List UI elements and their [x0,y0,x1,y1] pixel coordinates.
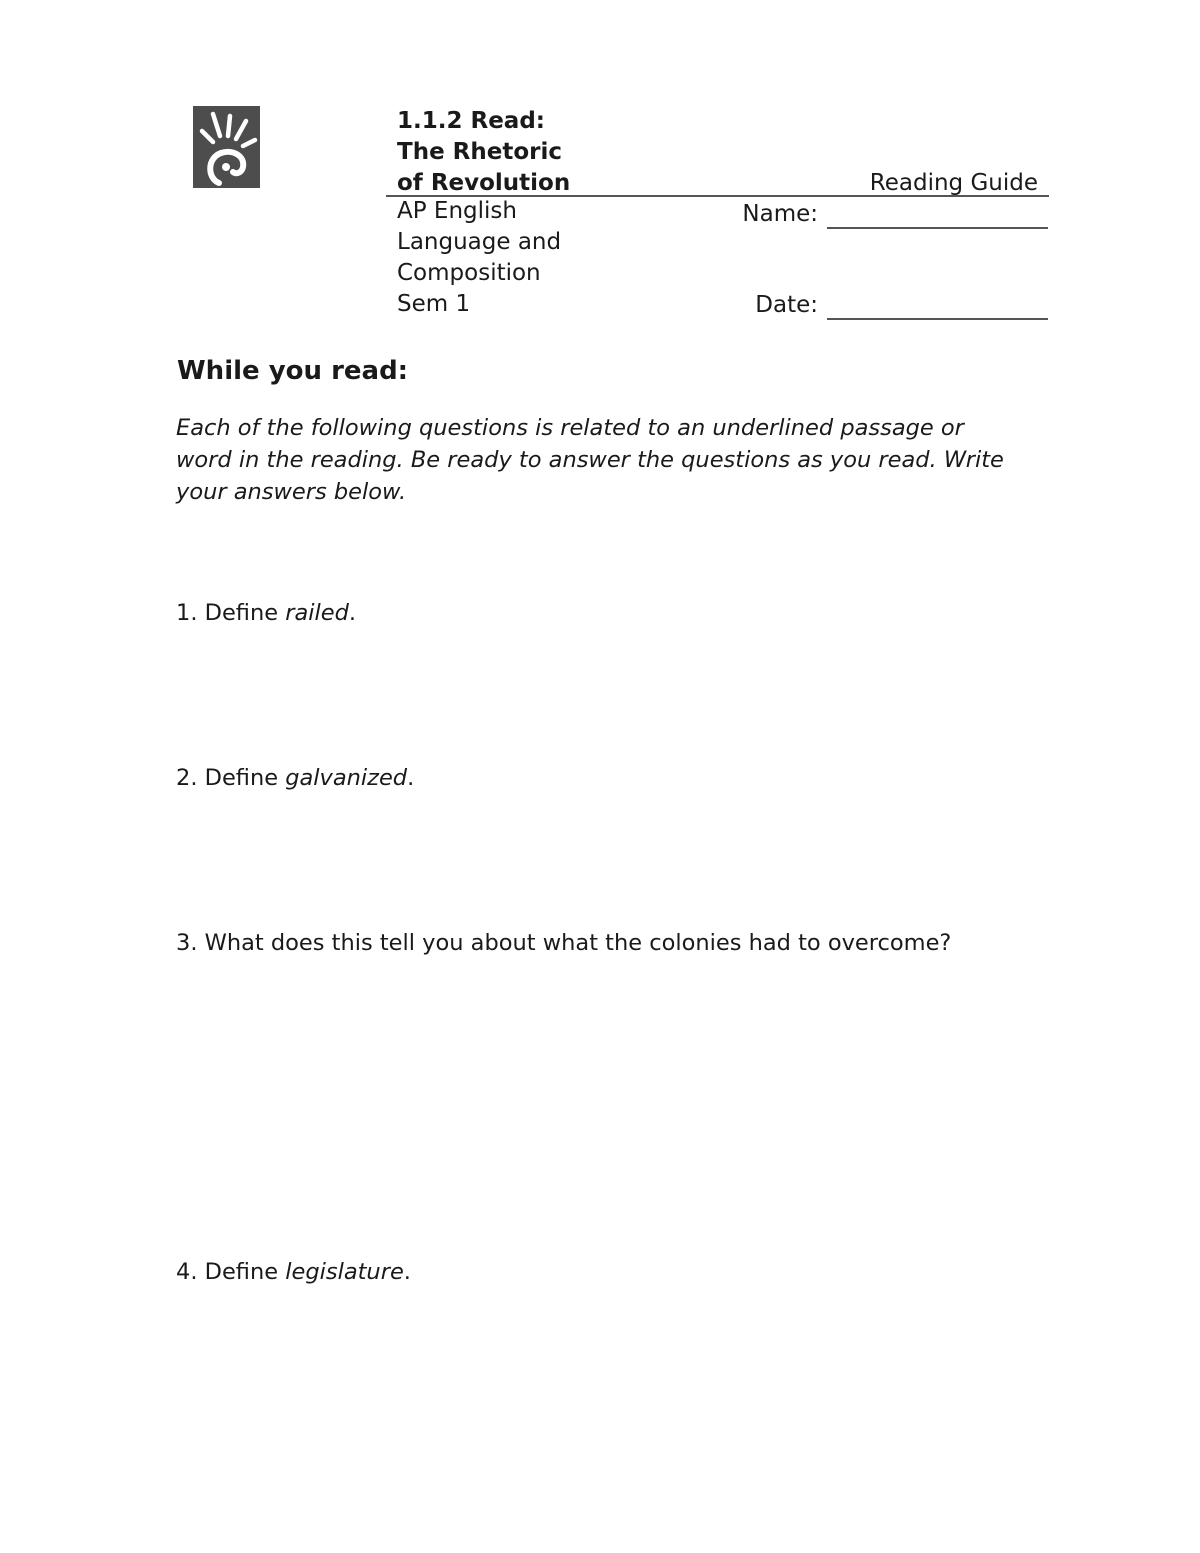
question-3-prefix: 3. What does this tell you about what the colonies had to overcome? [176,930,952,956]
instruction-line-3: your answers below. [176,479,407,505]
title-line-1: 1.1.2 Read: [397,108,545,134]
question-1-term: railed [285,600,349,626]
instruction-line-2: word in the reading. Be ready to answer the questions as you read. Write [176,447,1004,473]
instructions [176,412,1066,508]
question-2-prefix: 2. Define [176,765,286,791]
date-field[interactable] [827,318,1048,320]
question-4-suffix: . [403,1259,411,1285]
date-label: Date: [755,292,818,318]
question-1-prefix: 1. Define [176,600,286,626]
course-info [397,196,561,320]
question-2-suffix: . [407,765,415,791]
question-4 [176,1257,411,1288]
document-type: Reading Guide [869,170,1038,196]
course-line-2: Language and [397,229,562,255]
question-2 [176,763,414,794]
course-line-4: Sem 1 [397,291,471,317]
question-1-suffix: . [348,600,357,626]
course-line-3: Composition [397,260,541,286]
question-4-term: legislature [285,1259,404,1285]
question-3 [176,928,951,959]
instruction-line-1: Each of the following questions is related to an underlined passage or [176,415,964,441]
question-2-term: galvanized [285,765,408,791]
sun-lightbulb-logo-icon [193,106,260,188]
question-4-prefix: 4. Define [176,1259,286,1285]
title-line-2: The Rhetoric [397,139,563,165]
name-label: Name: [742,201,818,227]
name-field[interactable] [827,227,1048,229]
question-1 [176,598,356,629]
course-line-1: AP English [397,198,517,224]
document-title [397,106,570,199]
title-line-3: of Revolution [397,170,571,196]
section-heading: While you read: [177,356,409,386]
